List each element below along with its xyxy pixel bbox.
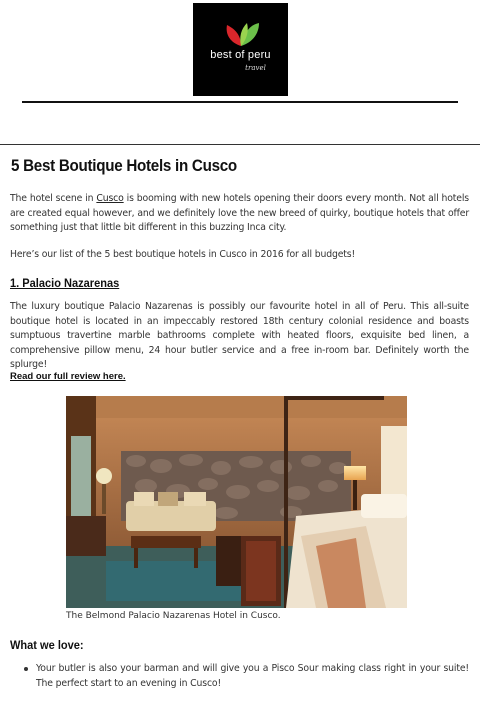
logo-tag-text: travel bbox=[245, 64, 266, 72]
love-list bbox=[22, 662, 469, 691]
header-divider bbox=[22, 101, 458, 103]
list-intro-paragraph: Here’s our list of the 5 best boutique hotels in Cusco in 2016 for all budgets! bbox=[10, 249, 356, 260]
leaf-logo-icon bbox=[221, 21, 261, 47]
palacio-description: The luxury boutique Palacio Nazarenas is possibly our favourite hotel in all of Peru. This all-suite boutique hotel is located in an impeccably restored 18th century colonial residence and boasts sumptuous travertine marble bathrooms complete with heated floors, exquisite bed linen, a comprehensive pillow menu, 24 hour butler service and a free in-room bar. Definitely worth the splurge! bbox=[10, 301, 469, 370]
page-divider bbox=[0, 144, 480, 145]
page-title: 5 Best Boutique Hotels in Cusco bbox=[11, 157, 237, 175]
list-item: Your butler is also your barman and will give you a Pisco Sour making class right in your suite! The perfect start to an evening in Cusco! bbox=[22, 662, 469, 691]
cusco-link[interactable]: Cusco bbox=[96, 193, 124, 204]
photo-caption: The Belmond Palacio Nazarenas Hotel in Cusco. bbox=[66, 611, 281, 621]
logo-brand-text: best of peru bbox=[210, 49, 271, 61]
brand-logo[interactable] bbox=[193, 3, 288, 96]
read-review-link[interactable]: Read our full review here. bbox=[10, 371, 126, 382]
hotel-room-photo bbox=[66, 396, 407, 608]
intro-paragraph: The hotel scene in Cusco is booming with new hotels opening their doors every month. Not all hotels are created equal however, and we definitely love the new breed of quirky, boutique hotels that offer something just that little bit different in this buzzing Inca city. bbox=[10, 193, 470, 233]
section-heading-palacio-nazarenas: 1. Palacio Nazarenas bbox=[10, 276, 120, 290]
what-we-love-heading: What we love: bbox=[10, 638, 84, 652]
